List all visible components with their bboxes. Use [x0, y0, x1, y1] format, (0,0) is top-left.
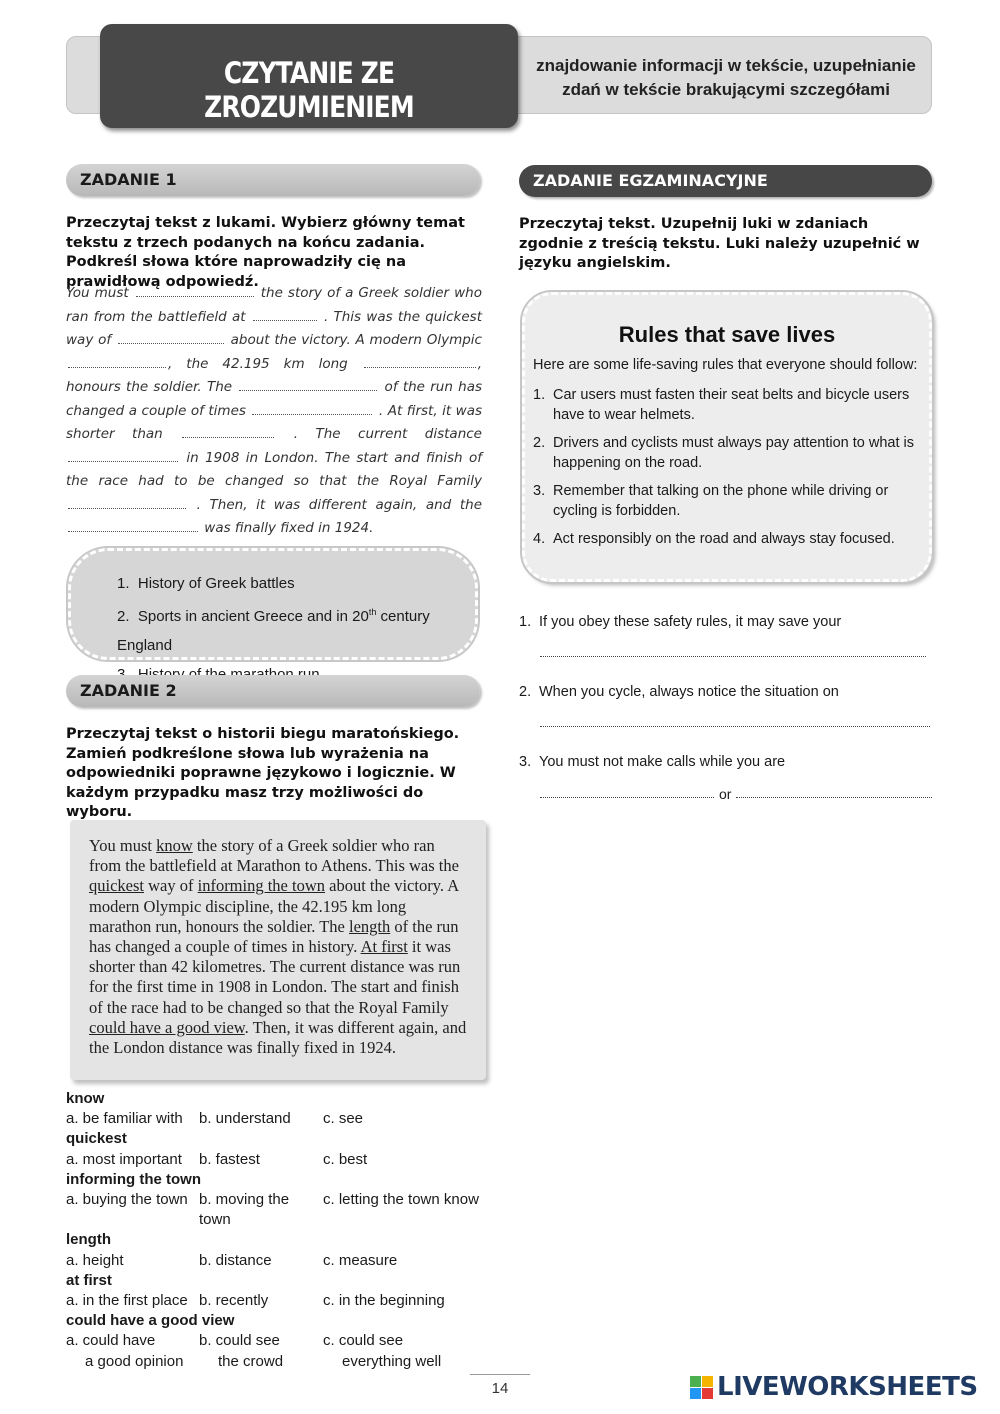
answer-line-3a[interactable]: [540, 797, 714, 798]
underlined-phrase: know: [156, 836, 193, 855]
option-c[interactable]: c. could see everything well: [323, 1332, 442, 1370]
vocab-options: [66, 1150, 486, 1170]
vocab-word: know: [66, 1090, 105, 1107]
option-c[interactable]: c. see: [323, 1110, 364, 1128]
underlined-phrase: informing the town: [197, 876, 326, 896]
vocab-options: [66, 1291, 486, 1311]
rule-item: 3. Remember that talking on the phone while driving or cycling is forbidden.: [533, 483, 889, 519]
zadanie2-instruction: Przeczytaj tekst o historii biegu maratońskiego. Zamień podkreślone słowa lub wyrażenia na odpowiedniki poprawne językowo i logicznie. W każdym przypadku masz trzy możliwości do wyboru.: [66, 726, 460, 820]
rule-item: 4. Act responsibly on the road and always stay focused.: [533, 531, 895, 547]
question-2: 2. When you cycle, always notice the situation on: [519, 684, 839, 700]
answer-line-1[interactable]: [540, 656, 926, 657]
zadanie2-heading: ZADANIE 2: [66, 675, 480, 707]
gap-blank[interactable]: [68, 450, 178, 462]
option-a[interactable]: a. could have a good opinion: [66, 1332, 184, 1370]
option-a[interactable]: a. height: [66, 1251, 124, 1269]
gap-blank[interactable]: [118, 332, 224, 344]
vocab-options: [66, 1190, 486, 1230]
gap-text: You must the story of a Greek soldier who ran from the battlefield at . This was the quickest way of about the victory. A modern Olympic , the 42.195 km long , honours the soldier. The of the run has changed a couple of times . At first, it was shorter than . The current distance in 1908 in London. The start and finish of the race had to be changed so that the Royal Family . Then, it was different again, and the was finally fixed in 1924.: [66, 285, 483, 536]
gap-blank[interactable]: [68, 520, 198, 532]
option-a[interactable]: a. be familiar with: [66, 1110, 183, 1128]
option-c[interactable]: c. best: [323, 1150, 368, 1168]
page-title: CZYTANIE ZE ZROZUMIENIEM: [204, 56, 414, 124]
gap-blank[interactable]: [252, 403, 372, 415]
option-c[interactable]: c. in the beginning: [323, 1292, 445, 1310]
zadanie1-heading: ZADANIE 1: [66, 164, 480, 196]
liveworksheets-brand: [690, 1372, 978, 1402]
logo-square: [690, 1376, 701, 1387]
topic-item[interactable]: 1. History of Greek battles: [117, 575, 295, 592]
rules-list: [533, 386, 923, 559]
logo-square: [690, 1388, 701, 1399]
exam-instruction: Przeczytaj tekst. Uzupełnij luki w zdaniach zgodnie z treścią tekstu. Luki należy uzupełnić w języku angielskim.: [519, 216, 920, 271]
vocab-word: length: [66, 1231, 111, 1249]
rule-item: 1. Car users must fasten their seat belts and bicycle users have to wear helmets.: [533, 387, 910, 423]
answer-line-3b[interactable]: [736, 797, 932, 798]
option-a[interactable]: a. in the first place: [66, 1292, 188, 1310]
vocab-word: quickest: [66, 1130, 127, 1148]
liveworksheets-logo-icon: [690, 1376, 713, 1399]
option-a[interactable]: a. most important: [66, 1150, 182, 1168]
question-3: 3. You must not make calls while you are: [519, 754, 786, 770]
underlined-phrase: length: [348, 916, 391, 936]
gap-blank[interactable]: [253, 309, 317, 321]
rule-item: 2. Drivers and cyclists must always pay attention to what is happening on the road.: [533, 435, 915, 471]
marathon-text: You must know the story of a Greek soldier who ran from the battlefield at Marathon to Athens. This was the quickest way of informing the town about the victory. A modern Olympic discipline, the 42.195 km long marathon run, honours the soldier. The length of the run has changed a couple of times in history. At first it was shorter than 42 kilometres. The current distance was run for the first time in 1908 in London. The start and finish of the race had to be changed so that the Royal Family could have a good view. Then, it was different again, and the London distance was finally fixed in 1924.: [89, 836, 467, 1058]
exam-heading: ZADANIE EGZAMINACYJNE: [519, 165, 932, 197]
vocab-word: could have a good view: [66, 1312, 235, 1330]
gap-blank[interactable]: [68, 497, 186, 509]
option-b[interactable]: b. fastest: [199, 1150, 260, 1168]
option-b[interactable]: b. distance: [199, 1251, 272, 1269]
option-c[interactable]: c. measure: [323, 1251, 398, 1269]
question-1: 1. If you obey these safety rules, it may save your: [519, 614, 842, 630]
option-b[interactable]: b. recently: [199, 1292, 269, 1310]
gap-blank[interactable]: [136, 285, 254, 297]
answer-line-2[interactable]: [540, 726, 930, 727]
option-b[interactable]: b. moving the town: [199, 1191, 290, 1229]
vocab-word: at first: [66, 1271, 112, 1289]
underlined-phrase: could have a good view: [89, 1017, 245, 1037]
topics-list: [117, 569, 475, 689]
page-number-rule: [470, 1374, 530, 1375]
rules-intro: Here are some life-saving rules that everyone should follow:: [533, 357, 918, 373]
underlined-phrase: quickest: [89, 876, 144, 896]
option-a[interactable]: a. buying the town: [66, 1191, 188, 1209]
page-number: 14: [491, 1380, 509, 1397]
logo-square: [702, 1376, 713, 1387]
or-word: or: [719, 786, 732, 802]
underlined-phrase: At first: [360, 937, 408, 957]
zadanie1-instruction: Przeczytaj tekst z lukami. Wybierz główny temat tekstu z trzech podanych na końcu zadania. Podkreśl słowa które naprowadziły cię na prawidłową odpowiedź.: [66, 215, 465, 290]
option-b[interactable]: b. understand: [199, 1110, 291, 1128]
option-b[interactable]: b. could see the crowd: [199, 1332, 284, 1370]
topic-item[interactable]: 2. Sports in ancient Greece and in 20th century England: [117, 607, 430, 654]
page-subtitle: znajdowanie informacji w tekście, uzupełnianie zdań w tekście brakującymi szczegółami: [536, 56, 916, 99]
gap-blank[interactable]: [182, 426, 274, 438]
vocab-word: informing the town: [66, 1170, 201, 1188]
gap-blank[interactable]: [364, 356, 476, 368]
option-c[interactable]: c. letting the town know: [323, 1191, 479, 1209]
vocab-options: [66, 1109, 486, 1129]
vocabulary-list: [66, 1089, 486, 1372]
brand-name: LIVEWORKSHEETS: [717, 1372, 978, 1402]
gap-blank[interactable]: [239, 379, 377, 391]
gap-blank[interactable]: [68, 356, 166, 368]
rules-title: Rules that save lives: [618, 322, 836, 347]
logo-square: [702, 1388, 713, 1399]
vocab-options: [66, 1251, 486, 1271]
topics-box: [68, 548, 478, 660]
vocab-options: [66, 1331, 486, 1371]
